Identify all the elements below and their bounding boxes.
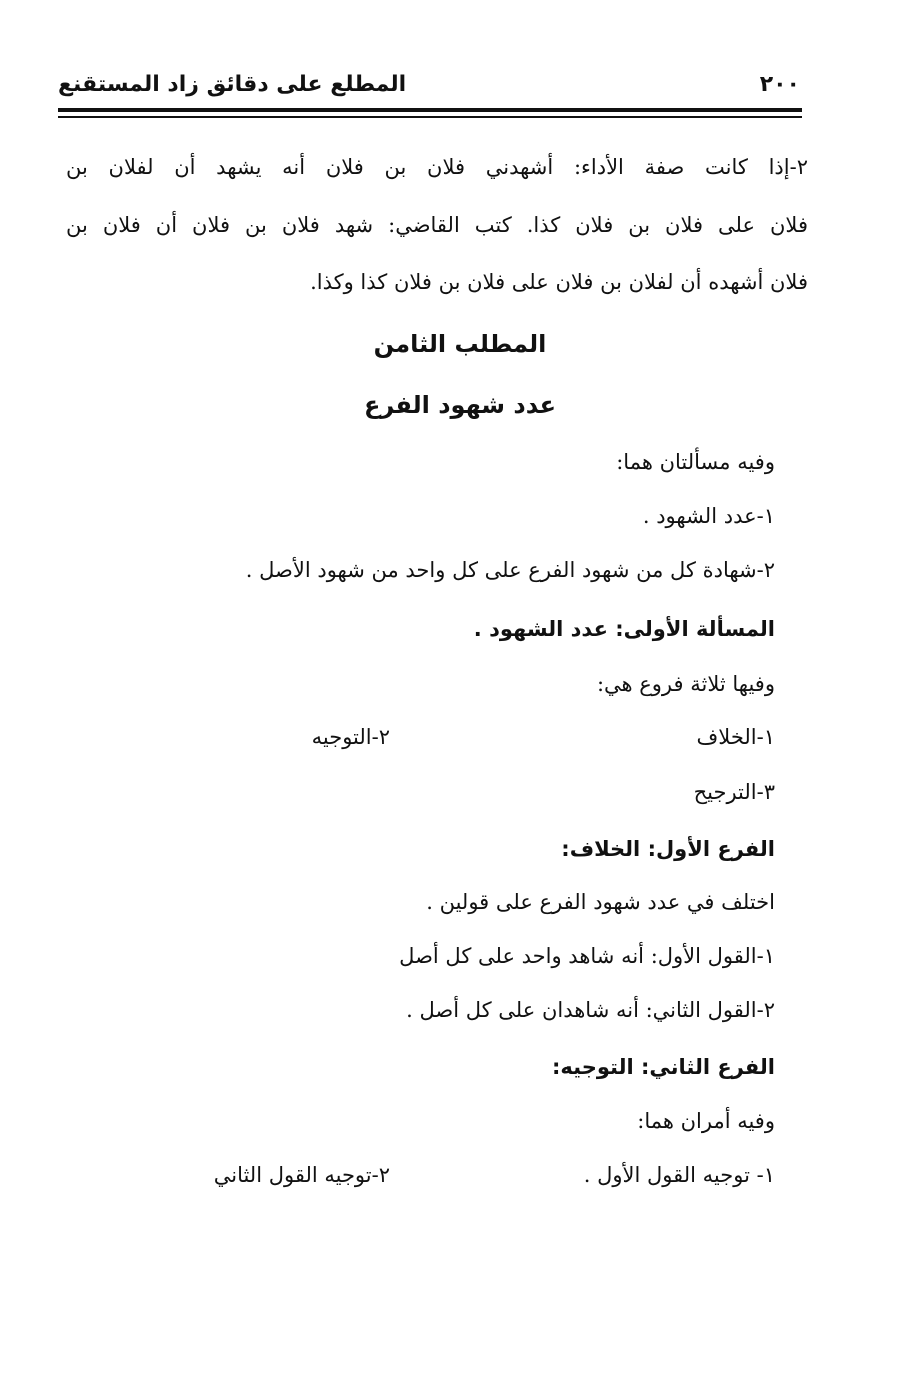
running-header [58,70,802,110]
section-title: المطلب الثامن [373,330,547,358]
branch1-heading: الفرع الأول: الخلاف: [561,837,775,861]
issue1-heading: المسألة الأولى: عدد الشهود . [473,617,775,641]
paragraph-line-3: فلان أشهده أن لفلان بن فلان على فلان بن فلان كذا وكذا. [310,270,808,294]
branch1-text: اختلف في عدد شهود الفرع على قولين . [426,890,775,914]
intro-item-1: ١-عدد الشهود . [642,504,775,528]
issue1-item-2: ٢-التوجيه [311,725,390,749]
issue1-item-3: ٣-الترجيح [693,780,775,804]
issue1-item-1: ١-الخلاف [696,725,775,749]
branch2-heading: الفرع الثاني: التوجيه: [552,1055,775,1079]
branch1-item-2: ٢-القول الثاني: أنه شاهدان على كل أصل . [406,998,775,1022]
branch2-lead: وفيه أمران هما: [637,1109,775,1133]
intro-item-2: ٢-شهادة كل من شهود الفرع على كل واحد من شهود الأصل . [245,558,775,582]
branch1-item-1: ١-القول الأول: أنه شاهد واحد على كل أصل [399,944,775,968]
header-rule-thick [58,108,802,112]
branch2-item-2: ٢-توجيه القول الثاني [213,1163,390,1187]
page-number: ٢٠٠ [759,72,800,97]
paragraph-line-2: فلان على فلان بن فلان كذا. كتب القاضي: شهد فلان بن فلان أن فلان بن [66,213,808,237]
header-title: المطلع على دقائق زاد المستقنع [58,72,407,97]
section-subtitle: عدد شهود الفرع [364,391,556,419]
intro-lead: وفيه مسألتان هما: [616,450,775,474]
issue1-lead: وفيها ثلاثة فروع هي: [596,672,775,696]
branch2-item-1: ١- توجيه القول الأول . [583,1163,775,1187]
paragraph-line-1: ٢-إذا كانت صفة الأداء: أشهدني فلان بن فلان أنه يشهد أن لفلان بن [66,155,808,179]
header-rule-thin [58,116,802,118]
